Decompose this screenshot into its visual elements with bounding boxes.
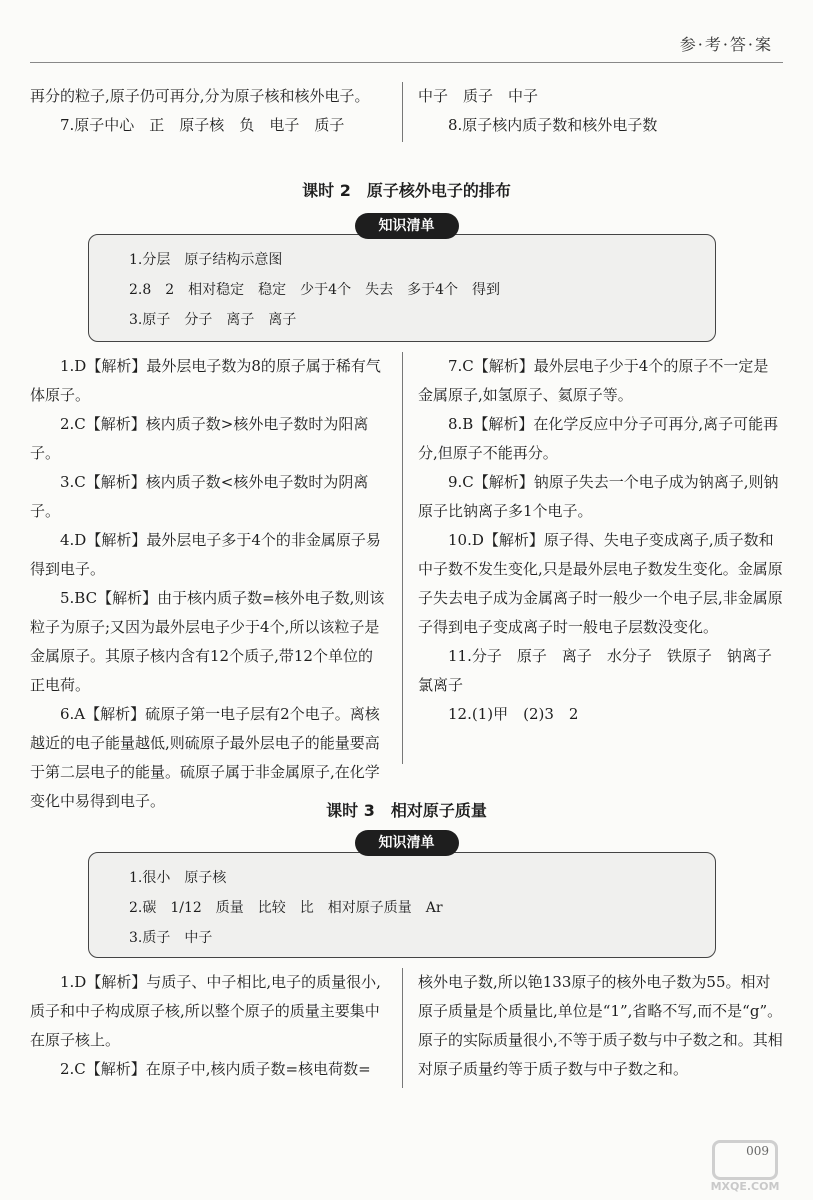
answer-item: 3.C【解析】核内质子数<核外电子数时为阴离子。 — [30, 473, 369, 520]
answer-item: 9.C【解析】钠原子失去一个电子成为钠离子,则钠原子比钠离子多1个电子。 — [418, 473, 779, 520]
box-line: 3.原子 分子 离子 离子 — [129, 312, 297, 328]
box-line: 3.质子 中子 — [129, 930, 213, 946]
answer-item: 7.C【解析】最外层电子少于4个的原子不一定是金属原子,如氢原子、氦原子等。 — [418, 357, 769, 404]
answer-item: 1.D【解析】与质子、中子相比,电子的质量很小,质子和中子构成原子核,所以整个原子的质量主要集中在原子核上。 — [30, 973, 381, 1049]
box-line: 2.碳 1/12 质量 比较 比 相对原子质量 Ar — [129, 900, 443, 916]
lesson3-right-column — [418, 968, 783, 1084]
column-divider — [402, 352, 403, 764]
answer-item: 1.D【解析】最外层电子数为8的原子属于稀有气体原子。 — [30, 357, 381, 404]
top-left-column — [30, 82, 385, 140]
answer-item: 核外电子数,所以铯133原子的核外电子数为55。相对原子质量是个质量比,单位是“1”,省略不写,而不是“g”。原子的实际质量很小,不等于质子数与中子数之和。其相对原子质量约等于质子数与中子数之和。 — [418, 973, 783, 1078]
paragraph: 8.原子核内质子数和核外电子数 — [448, 116, 658, 134]
answer-item: 8.B【解析】在化学反应中分子可再分,离子可能再分,但原子不能再分。 — [418, 415, 779, 462]
lesson3-columns — [30, 968, 783, 1088]
box-line: 1.分层 原子结构示意图 — [129, 252, 283, 268]
answer-item: 10.D【解析】原子得、失电子变成离子,质子数和中子数不发生变化,只是最外层电子数发生变化。金属原子失去电子成为金属离子时一般少一个电子层,非金属原子得到电子变成离子时一般电子层数没变化。 — [418, 531, 783, 636]
column-divider — [402, 968, 403, 1088]
answer-item: 2.C【解析】在原子中,核内质子数=核电荷数= — [60, 1060, 371, 1078]
answer-item: 6.A【解析】硫原子第一电子层有2个电子。离核越近的电子能量越低,则硫原子最外层电子的能量要高于第二层电子的能量。硫原子属于非金属原子,在化学变化中易得到电子。 — [30, 705, 380, 810]
lesson2-right-column — [418, 352, 787, 729]
section-title: 课时 3 相对原子质量 — [326, 801, 487, 820]
answer-item: 4.D【解析】最外层电子多于4个的非金属原子易得到电子。 — [30, 531, 381, 578]
column-divider — [402, 82, 403, 142]
answer-item: 11.分子 原子 离子 水分子 铁原子 钠离子 氯离子 — [418, 647, 787, 694]
page-number: 009 — [746, 1144, 769, 1158]
answer-item: 12.(1)甲 (2)3 2 — [448, 705, 579, 723]
watermark-stamp — [687, 1140, 803, 1192]
watermark-logo-icon — [712, 1140, 778, 1180]
knowledge-badge: 知识清单 — [355, 213, 459, 239]
paragraph: 中子 质子 中子 — [418, 87, 539, 105]
paragraph: 7.原子中心 正 原子核 负 电子 质子 — [60, 116, 345, 134]
section-title: 课时 2 原子核外电子的排布 — [302, 181, 511, 200]
top-right-column — [418, 82, 783, 140]
lesson2-columns — [30, 352, 787, 810]
running-header: 参·考·答·案 — [679, 35, 773, 54]
box-line: 1.很小 原子核 — [129, 870, 227, 886]
box-line: 2.8 2 相对稳定 稳定 少于4个 失去 多于4个 得到 — [129, 282, 500, 298]
lesson2-left-column — [30, 352, 385, 816]
header-rule — [30, 62, 783, 63]
knowledge-badge: 知识清单 — [355, 830, 459, 856]
lesson3-left-column — [30, 968, 385, 1084]
knowledge-box — [88, 852, 716, 958]
top-columns — [30, 82, 783, 142]
knowledge-box — [88, 234, 716, 342]
paragraph: 再分的粒子,原子仍可再分,分为原子核和核外电子。 — [30, 87, 370, 105]
answer-item: 5.BC【解析】由于核内质子数=核外电子数,则该粒子为原子;又因为最外层电子少于4个,所以该粒子是金属原子。其原子核内含有12个质子,带12个单位的正电荷。 — [30, 589, 385, 694]
watermark-text: MXQE.COM — [710, 1180, 780, 1193]
answer-item: 2.C【解析】核内质子数>核外电子数时为阳离子。 — [30, 415, 369, 462]
